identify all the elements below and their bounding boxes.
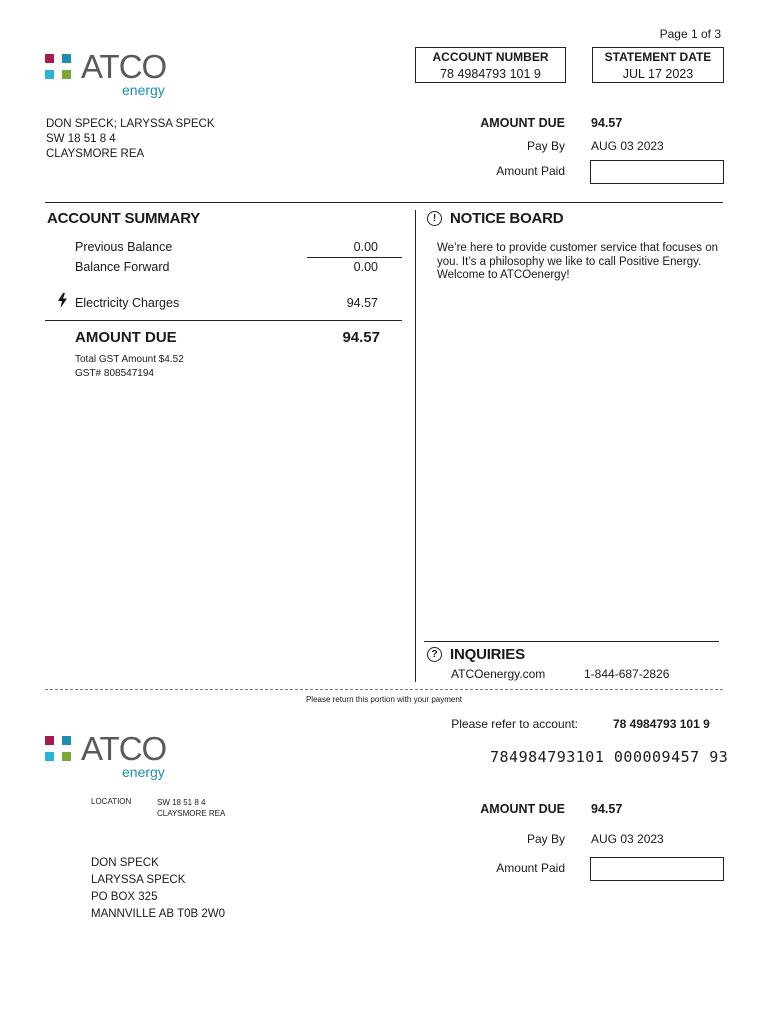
stub-location-line1: SW 18 51 8 4 — [157, 798, 206, 807]
electricity-charges-label: Electricity Charges — [75, 296, 180, 310]
stub-pay-by-label: Pay By — [526, 832, 565, 846]
amount-due-label: AMOUNT DUE — [480, 116, 565, 130]
stub-location-line2: CLAYSMORE REA — [157, 809, 226, 818]
notice-board-text: We’re here to provide customer service that focuses on you. It’s a philosophy we like to call Positive Energy. Welcome to ATCOenergy! — [437, 242, 719, 281]
stub-location-label: LOCATION — [91, 797, 132, 806]
mail-line1: DON SPECK — [91, 857, 159, 869]
logo-square-magenta — [45, 54, 54, 63]
summary-amount-due-value: 94.57 — [342, 329, 380, 346]
subtotal-rule — [307, 257, 402, 258]
account-number-value: 78 4984793 101 9 — [440, 67, 541, 81]
customer-location-line2: CLAYSMORE REA — [46, 148, 145, 160]
info-icon: ! — [427, 211, 442, 226]
stub-amount-due-value: 94.57 — [591, 802, 623, 816]
customer-names: DON SPECK; LARYSSA SPECK — [46, 118, 215, 130]
stub-amount-paid-label: Amount Paid — [496, 861, 565, 875]
stub-amount-due-label: AMOUNT DUE — [480, 802, 565, 816]
stub-location — [157, 797, 225, 819]
statement-date-box — [592, 47, 724, 83]
section-divider — [45, 202, 723, 203]
logo-square-teal — [62, 736, 71, 745]
pay-by-value: AUG 03 2023 — [591, 139, 664, 153]
account-number-label: ACCOUNT NUMBER — [432, 50, 549, 64]
logo-square-green — [62, 752, 71, 761]
refer-label: Please refer to account: — [451, 717, 578, 731]
gst-block — [75, 353, 184, 380]
return-note: Please return this portion with your payment — [305, 695, 463, 704]
micr-line: 784984793101 000009457 93 — [490, 748, 729, 766]
statement-date-label: STATEMENT DATE — [604, 50, 712, 64]
atco-logo-stub — [45, 730, 185, 786]
balance-forward-label: Balance Forward — [75, 260, 170, 274]
summary-total-rule — [45, 320, 402, 321]
account-summary-title: ACCOUNT SUMMARY — [47, 210, 201, 227]
customer-location-line1: SW 18 51 8 4 — [46, 133, 116, 145]
gst-total: Total GST Amount $4.52 — [75, 354, 184, 365]
mail-line2: LARYSSA SPECK — [91, 874, 186, 886]
logo-wordmark: ATCO — [81, 730, 167, 767]
notice-board-title: NOTICE BOARD — [450, 210, 564, 227]
logo-square-lightblue — [45, 752, 54, 761]
gst-number: GST# 808547194 — [75, 367, 154, 379]
amount-due-value: 94.57 — [591, 116, 623, 130]
atco-logo — [45, 48, 185, 104]
logo-square-teal — [62, 54, 71, 63]
tear-line — [45, 689, 723, 690]
amount-paid-label: Amount Paid — [496, 164, 565, 178]
balance-forward-value: 0.00 — [353, 260, 378, 274]
inquiries-rule — [424, 641, 719, 642]
refer-account: 78 4984793 101 9 — [613, 717, 710, 731]
statement-date-value: JUL 17 2023 — [622, 67, 694, 81]
customer-block — [46, 117, 215, 162]
stub-pay-by-value: AUG 03 2023 — [591, 832, 664, 846]
mail-line4: MANNVILLE AB T0B 2W0 — [91, 908, 226, 920]
logo-square-lightblue — [45, 70, 54, 79]
previous-balance-value: 0.00 — [353, 240, 378, 254]
previous-balance-label: Previous Balance — [75, 240, 173, 254]
stub-amount-paid-field[interactable] — [590, 857, 724, 881]
pay-by-label: Pay By — [526, 139, 565, 153]
summary-amount-due-label: AMOUNT DUE — [75, 329, 177, 346]
inquiries-title: INQUIRIES — [450, 646, 525, 663]
column-divider — [415, 210, 416, 682]
logo-square-green — [62, 70, 71, 79]
logo-square-magenta — [45, 736, 54, 745]
amount-paid-field[interactable] — [590, 160, 724, 184]
page-indicator: Page 1 of 3 — [659, 27, 721, 41]
logo-wordmark: ATCO — [81, 48, 167, 85]
mail-line3: PO BOX 325 — [91, 891, 158, 903]
help-icon: ? — [427, 647, 442, 662]
inquiries-website[interactable]: ATCOenergy.com — [451, 667, 546, 681]
inquiries-phone[interactable]: 1-844-687-2826 — [584, 667, 670, 681]
mailing-address — [91, 855, 225, 923]
account-number-box — [415, 47, 566, 83]
logo-subtitle: energy — [122, 764, 165, 780]
lightning-icon — [58, 293, 67, 311]
logo-subtitle: energy — [122, 82, 165, 98]
electricity-charges-value: 94.57 — [346, 296, 378, 310]
